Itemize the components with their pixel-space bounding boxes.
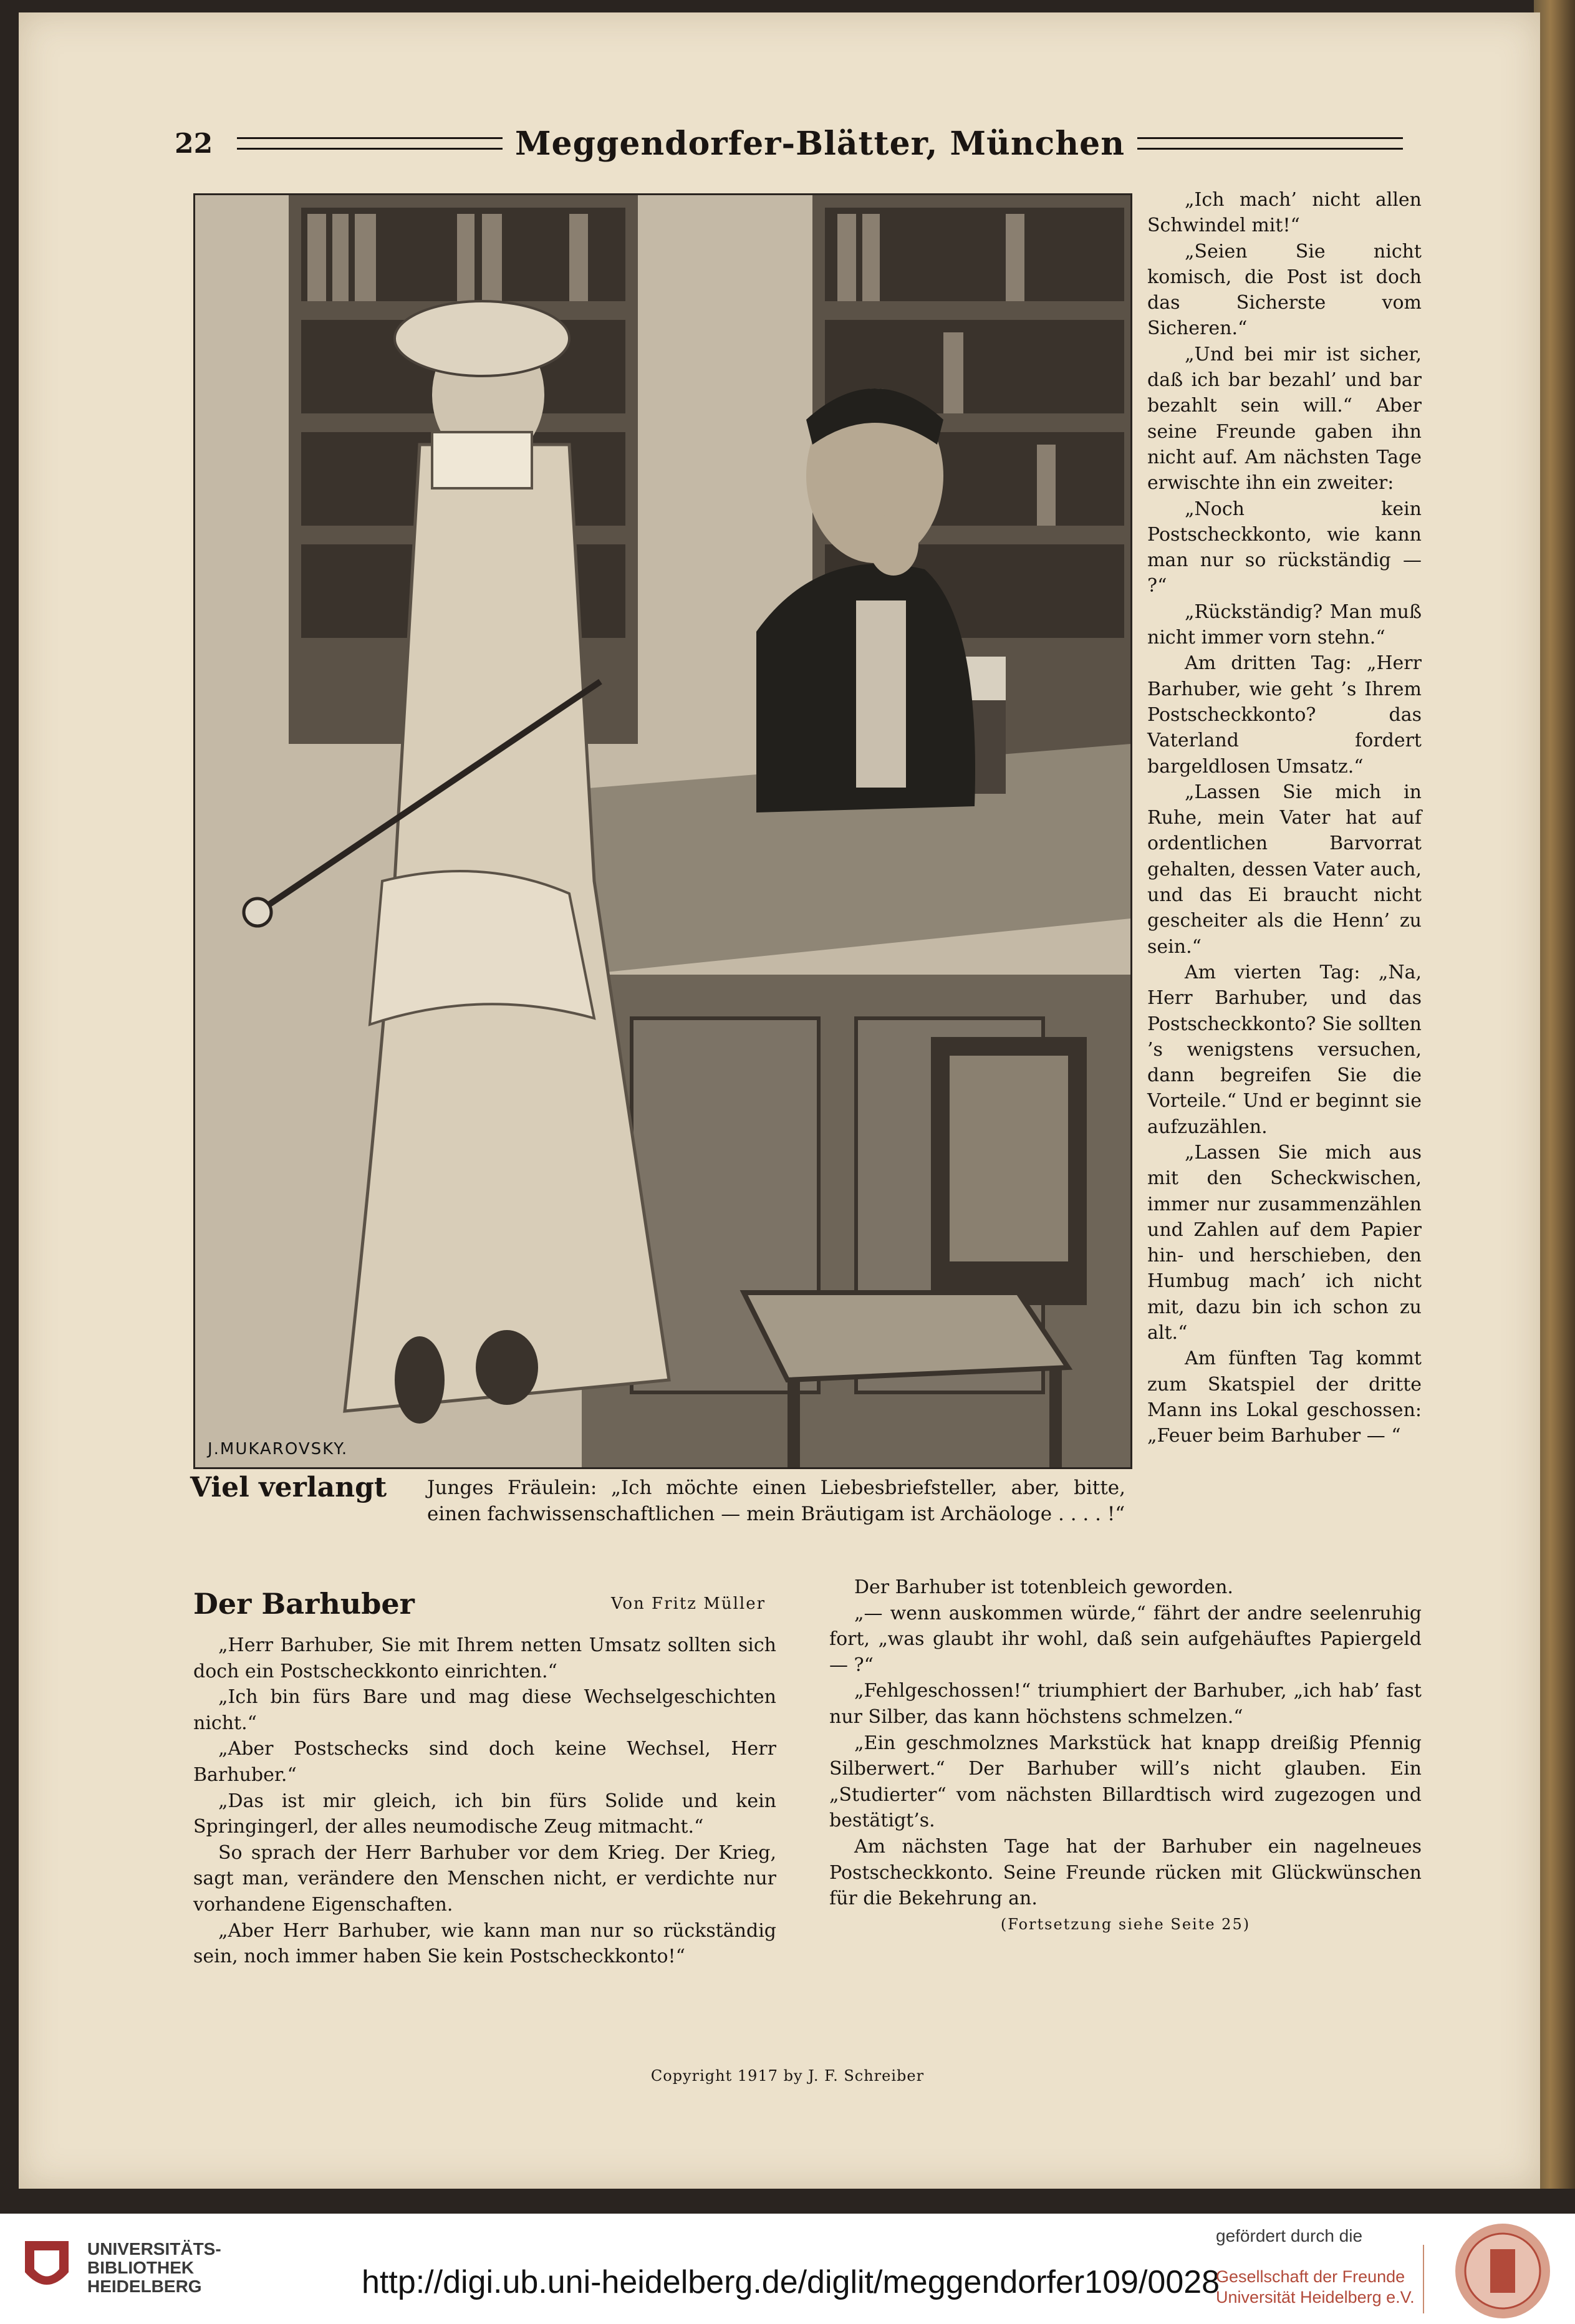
masthead-title: Meggendorfer-Blätter, München <box>515 124 1125 163</box>
story-title: Der Barhuber <box>193 1587 415 1621</box>
society-name-line: Gesellschaft der Freunde <box>1216 2267 1405 2286</box>
paragraph: „Rückständig? Man muß nicht immer vorn stehn.“ <box>1147 600 1422 649</box>
document-url[interactable]: http://digi.ub.uni-heidelberg.de/diglit/meggendorfer109/0028 <box>362 2264 1220 2300</box>
funded-by-label: gefördert durch die <box>1216 2226 1363 2245</box>
paragraph: So sprach der Herr Barhuber vor dem Krieg. Der Krieg, sagt man, verändere den Menschen nicht, er verdichte nur vorhandene Eigenschaften. <box>193 1841 776 1916</box>
viewer-footer <box>0 2214 1575 2324</box>
paragraph: „Herr Barhuber, Sie mit Ihrem netten Umsatz sollten sich doch ein Postscheckkonto einrichten.“ <box>193 1634 776 1682</box>
paragraph: „Ich mach’ nicht allen Schwindel mit!“ <box>1147 189 1422 237</box>
paragraph: Am vierten Tag: „Na, Herr Barhuber, und das Postscheckkonto? Sie sollten ’s wenigstens versuchen, dann begreifen Sie die Vorteile.“ Und er beginnt sie aufzuzählen. <box>1147 961 1422 1138</box>
footer-divider <box>1423 2245 1424 2313</box>
paragraph: „Ein geschmolznes Markstück hat knapp dreißig Pfennig Silberwert.“ Der Barhuber will’s nicht glauben. Ein „Studierter“ vom nächsten Billardtisch wird zugezogen und bestätigt’s. <box>829 1732 1422 1832</box>
page-header <box>175 125 1415 162</box>
artist-signature: J.MUKAROVSKY. <box>208 1440 349 1459</box>
paragraph: „Aber Herr Barhuber, wie kann man nur so rückständig sein, noch immer haben Sie kein Postscheckkonto!“ <box>193 1919 776 1968</box>
paragraph: „Lassen Sie mich in Ruhe, mein Vater hat auf ordentlichen Barvorrat gehalten, dessen Vater auch, und das Ei braucht nicht gescheiter als die Henn’ zu sein.“ <box>1147 781 1422 958</box>
paragraph: „Fehlgeschossen!“ triumphiert der Barhuber, „ich hab’ fast nur Silber, das kann höchstens schmelzen.“ <box>829 1680 1422 1728</box>
story-left-column <box>193 1632 776 1970</box>
story-middle-column <box>829 1574 1422 1937</box>
caption-text: Junges Fräulein: „Ich möchte einen Liebesbriefsteller, aber, bitte, einen fachwissenschaftlichen — mein Bräutigam ist Archäologe . . . . !“ <box>427 1477 1125 1525</box>
paragraph: „Lassen Sie mich aus mit den Scheckwischen, immer nur zusammenzählen und Zahlen auf dem Papier hin- und herschieben, den Humbug mach’ ich nicht mit, dazu bin ich schon zu alt.“ <box>1147 1141 1422 1344</box>
society-name-line: Universität Heidelberg e.V. <box>1216 2288 1415 2307</box>
paragraph: „Seien Sie nicht komisch, die Post ist doch das Sicherste vom Sicheren.“ <box>1147 240 1422 340</box>
paragraph: Am nächsten Tage hat der Barhuber ein nagelneues Postscheckkonto. Seine Freunde rücken mit Glückwünschen für die Bekehrung an. <box>829 1835 1422 1910</box>
illustration-drawing <box>195 195 1130 1467</box>
story-byline: Von Fritz Müller <box>611 1594 766 1613</box>
library-name-line: HEIDELBERG <box>87 2277 202 2296</box>
continuation-note: (Fortsetzung siehe Seite 25) <box>1000 1915 1251 1933</box>
library-name-line: BIBLIOTHEK <box>87 2258 195 2277</box>
illustration <box>193 193 1132 1469</box>
paragraph: Am dritten Tag: „Herr Barhuber, wie geht ’s Ihrem Postscheckkonto? das Vaterland fordert bargeldlosen Umsatz.“ <box>1147 652 1422 778</box>
copyright-line: Copyright 1917 by J. F. Schreiber <box>650 2067 925 2085</box>
paragraph: Der Barhuber ist totenbleich geworden. <box>854 1576 1233 1598</box>
paragraph: „Das ist mir gleich, ich bin fürs Solide und kein Springingerl, der alles neumodische Zeug mitmacht.“ <box>193 1790 776 1838</box>
caption-title: Viel verlangt <box>190 1472 387 1503</box>
library-name-line: UNIVERSITÄTS- <box>87 2239 221 2259</box>
header-ornament-left <box>237 137 503 150</box>
university-library-name <box>87 2240 221 2296</box>
university-library-logo-icon <box>19 2235 75 2303</box>
paragraph: „Und bei mir ist sicher, daß ich bar bezahl’ und bar bezahlt sein will.“ Aber seine Freunde gaben ihn nicht auf. Am nächsten Tage erwischte ihn ein zweiter: <box>1147 343 1422 494</box>
paragraph: „— wenn auskommen würde,“ fährt der andre seelenruhig fort, „was glaubt ihr wohl, daß sein aufgehäuftes Papiergeld — ?“ <box>829 1602 1422 1676</box>
header-ornament-right <box>1137 137 1403 150</box>
page-number: 22 <box>175 127 213 160</box>
university-seal-icon <box>1453 2221 1553 2321</box>
right-text-column <box>1147 187 1422 1449</box>
paragraph: „Ich bin fürs Bare und mag diese Wechselgeschichten nicht.“ <box>193 1686 776 1734</box>
society-name <box>1216 2267 1415 2308</box>
paragraph: „Aber Postschecks sind doch keine Wechsel, Herr Barhuber.“ <box>193 1738 776 1786</box>
paragraph: Am fünften Tag kommt zum Skatspiel der dritte Mann ins Lokal geschossen: „Feuer beim Barhuber — “ <box>1147 1348 1422 1447</box>
paragraph: „Noch kein Postscheckkonto, wie kann man nur so rückständig — ?“ <box>1147 498 1422 597</box>
